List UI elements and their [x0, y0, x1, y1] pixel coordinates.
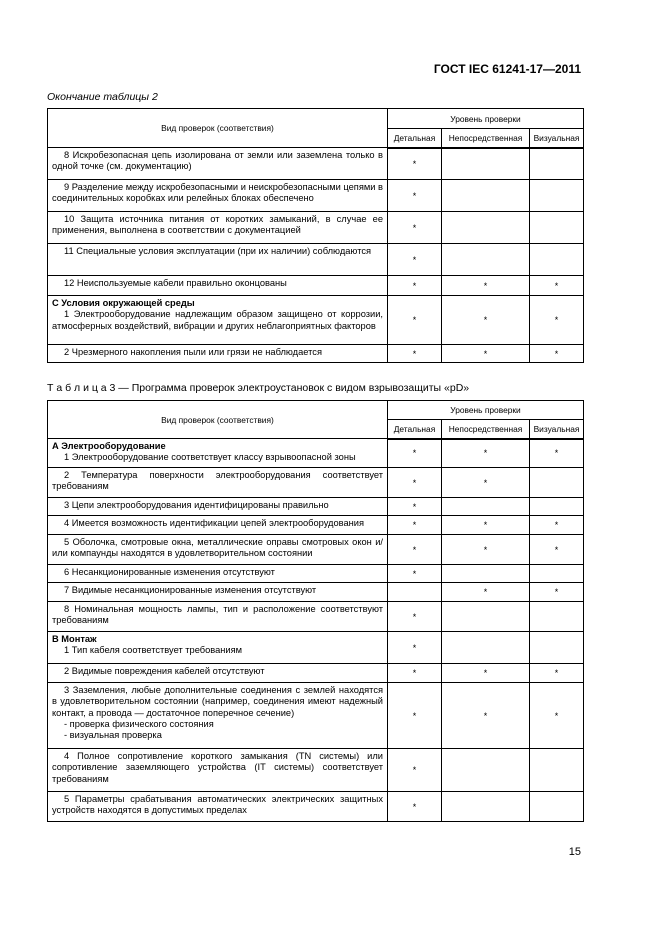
- table3-level-detailed: Детальная: [388, 420, 442, 439]
- level-mark-detailed: *: [388, 468, 442, 498]
- table-row: [48, 792, 584, 822]
- level-mark-close: [442, 602, 530, 632]
- level-mark-detailed: *: [388, 602, 442, 632]
- check-item-subitem: - визуальная проверка: [64, 730, 162, 741]
- level-mark-detailed: *: [388, 632, 442, 664]
- check-item-text: 8 Искробезопасная цепь изолирована от земли или заземлена только в одной точке (см. документацию): [48, 148, 388, 180]
- table-row: [48, 212, 584, 244]
- check-item-text: 10 Защита источника питания от коротких замыканий, в случае ее применения, выполнена в соответствии с документацией: [48, 212, 388, 244]
- level-mark-close: *: [442, 535, 530, 565]
- table2: [47, 108, 584, 363]
- table-row: [48, 583, 584, 602]
- level-mark-visual: *: [530, 439, 584, 468]
- table-row: [48, 180, 584, 212]
- table2-caption: Окончание таблицы 2: [47, 91, 158, 103]
- level-mark-close: [442, 180, 530, 212]
- level-mark-detailed: *: [388, 276, 442, 296]
- table2-level-detailed: Детальная: [388, 129, 442, 148]
- standard-header: ГОСТ IEC 61241-17—2011: [433, 62, 581, 76]
- check-item-text: 4 Имеется возможность идентификации цепей электрооборудования: [48, 516, 388, 535]
- level-mark-visual: [530, 468, 584, 498]
- table2-col-header: Вид проверок (соответствия): [48, 109, 388, 148]
- level-mark-visual: *: [530, 276, 584, 296]
- table-row: [48, 516, 584, 535]
- check-item-description: 1 Электрооборудование надлежащим образом защищено от коррозии, атмосферных воздействий, вибрации и других неблагоприятных факторов: [52, 309, 383, 331]
- table-row: [48, 749, 584, 792]
- level-mark-detailed: *: [388, 792, 442, 822]
- level-mark-visual: [530, 749, 584, 792]
- level-mark-close: [442, 212, 530, 244]
- table2-level-close: Непосредственная: [442, 129, 530, 148]
- check-item-text: 9 Разделение между искробезопасными и неискробезопасными цепями в соединительных коробках или релейных блоках обеспечено: [48, 180, 388, 212]
- level-mark-close: *: [442, 516, 530, 535]
- level-mark-detailed: [388, 583, 442, 602]
- level-mark-visual: [530, 792, 584, 822]
- table-row: [48, 664, 584, 683]
- level-mark-visual: [530, 148, 584, 180]
- check-item-subitem: - проверка физического состояния: [64, 718, 214, 729]
- table2-header-row: [48, 109, 584, 129]
- level-mark-visual: *: [530, 683, 584, 749]
- table3-header-row: [48, 401, 584, 420]
- level-mark-detailed: *: [388, 516, 442, 535]
- table-row: [48, 439, 584, 468]
- level-mark-visual: *: [530, 345, 584, 363]
- section-title: А Электрооборудование: [52, 441, 166, 451]
- level-mark-visual: [530, 565, 584, 583]
- level-mark-close: *: [442, 683, 530, 749]
- table3-level-close: Непосредственная: [442, 420, 530, 439]
- level-mark-visual: [530, 602, 584, 632]
- level-mark-visual: *: [530, 516, 584, 535]
- level-mark-detailed: *: [388, 212, 442, 244]
- level-mark-close: [442, 632, 530, 664]
- section-title: В Монтаж: [52, 634, 97, 644]
- table-row: [48, 468, 584, 498]
- level-mark-visual: *: [530, 583, 584, 602]
- table-row: [48, 498, 584, 516]
- check-item-text: 7 Видимые несанкционированные изменения отсутствуют: [48, 583, 388, 602]
- level-mark-close: *: [442, 276, 530, 296]
- page-number: 15: [568, 846, 581, 858]
- table3-caption: Т а б л и ц а 3 — Программа проверок электроустановок с видом взрывозащиты «pD»: [47, 382, 470, 394]
- level-mark-close: *: [442, 345, 530, 363]
- level-mark-detailed: *: [388, 345, 442, 363]
- table-row: [48, 632, 584, 664]
- check-item-text: 4 Полное сопротивление короткого замыкания (TN системы) или сопротивление заземляющего устройства (IT системы) соответствует требованиям: [48, 749, 388, 792]
- level-mark-close: *: [442, 468, 530, 498]
- table-row: [48, 683, 584, 749]
- check-item-description: 1 Электрооборудование соответствует классу взрывоопасной зоны: [64, 452, 356, 463]
- table-row: [48, 602, 584, 632]
- table-row: [48, 244, 584, 276]
- level-mark-detailed: *: [388, 439, 442, 468]
- level-mark-detailed: *: [388, 296, 442, 345]
- check-item-text: 6 Несанкционированные изменения отсутствуют: [48, 565, 388, 583]
- level-mark-detailed: *: [388, 498, 442, 516]
- table-row: [48, 345, 584, 363]
- table3-level-header: Уровень проверки: [388, 401, 584, 420]
- level-mark-close: [442, 244, 530, 276]
- level-mark-close: [442, 749, 530, 792]
- table-row: [48, 535, 584, 565]
- check-item-text: 2 Чрезмерного накопления пыли или грязи не наблюдается: [48, 345, 388, 363]
- check-item-text: 3 Цепи электрооборудования идентифицированы правильно: [48, 498, 388, 516]
- level-mark-detailed: *: [388, 535, 442, 565]
- table3: [47, 400, 584, 822]
- check-item-text: 11 Специальные условия эксплуатации (при их наличии) соблюдаются: [48, 244, 388, 276]
- level-mark-visual: [530, 244, 584, 276]
- level-mark-close: [442, 498, 530, 516]
- check-item-text: 5 Оболочка, смотровые окна, металлические оправы смотровых окон и/или компаунды находятся в удовлетворительном состоянии: [48, 535, 388, 565]
- level-mark-close: *: [442, 583, 530, 602]
- level-mark-visual: *: [530, 664, 584, 683]
- level-mark-close: *: [442, 664, 530, 683]
- table3-level-visual: Визуальная: [530, 420, 584, 439]
- level-mark-visual: [530, 632, 584, 664]
- check-item-text: 2 Температура поверхности электрооборудования соответствует требованиям: [48, 468, 388, 498]
- level-mark-detailed: *: [388, 180, 442, 212]
- level-mark-detailed: *: [388, 664, 442, 683]
- level-mark-visual: [530, 498, 584, 516]
- check-item-text: [48, 683, 388, 749]
- level-mark-detailed: *: [388, 683, 442, 749]
- table2-level-header: Уровень проверки: [388, 109, 584, 129]
- level-mark-detailed: *: [388, 148, 442, 180]
- level-mark-visual: *: [530, 535, 584, 565]
- level-mark-close: [442, 148, 530, 180]
- level-mark-visual: *: [530, 296, 584, 345]
- check-item-text: 12 Неиспользуемые кабели правильно оконцованы: [48, 276, 388, 296]
- level-mark-detailed: *: [388, 565, 442, 583]
- level-mark-close: *: [442, 296, 530, 345]
- check-item-text: [48, 632, 388, 664]
- table2-level-visual: Визуальная: [530, 129, 584, 148]
- check-item-text: 2 Видимые повреждения кабелей отсутствуют: [48, 664, 388, 683]
- check-item-text: 8 Номинальная мощность лампы, тип и расположение соответствуют требованиям: [48, 602, 388, 632]
- check-item-text: [48, 439, 388, 468]
- level-mark-detailed: *: [388, 749, 442, 792]
- section-title: С Условия окружающей среды: [52, 298, 195, 308]
- table-row: [48, 296, 584, 345]
- table-row: [48, 148, 584, 180]
- table-row: [48, 276, 584, 296]
- table-row: [48, 565, 584, 583]
- check-item-description: 1 Тип кабеля соответствует требованиям: [64, 645, 243, 656]
- check-item-text: [48, 296, 388, 345]
- level-mark-close: *: [442, 439, 530, 468]
- level-mark-visual: [530, 180, 584, 212]
- level-mark-detailed: *: [388, 244, 442, 276]
- table3-col-header: Вид проверок (соответствия): [48, 401, 388, 439]
- check-item-text: 5 Параметры срабатывания автоматических электрических защитных устройств находятся в допустимых пределах: [48, 792, 388, 822]
- level-mark-close: [442, 565, 530, 583]
- check-item-description: 3 Заземления, любые дополнительные соединения с землей находятся в удовлетворительном состоянии (например, соединения имеют надежный контакт, а провода — достаточное поперечное сечение): [52, 685, 383, 718]
- level-mark-visual: [530, 212, 584, 244]
- level-mark-close: [442, 792, 530, 822]
